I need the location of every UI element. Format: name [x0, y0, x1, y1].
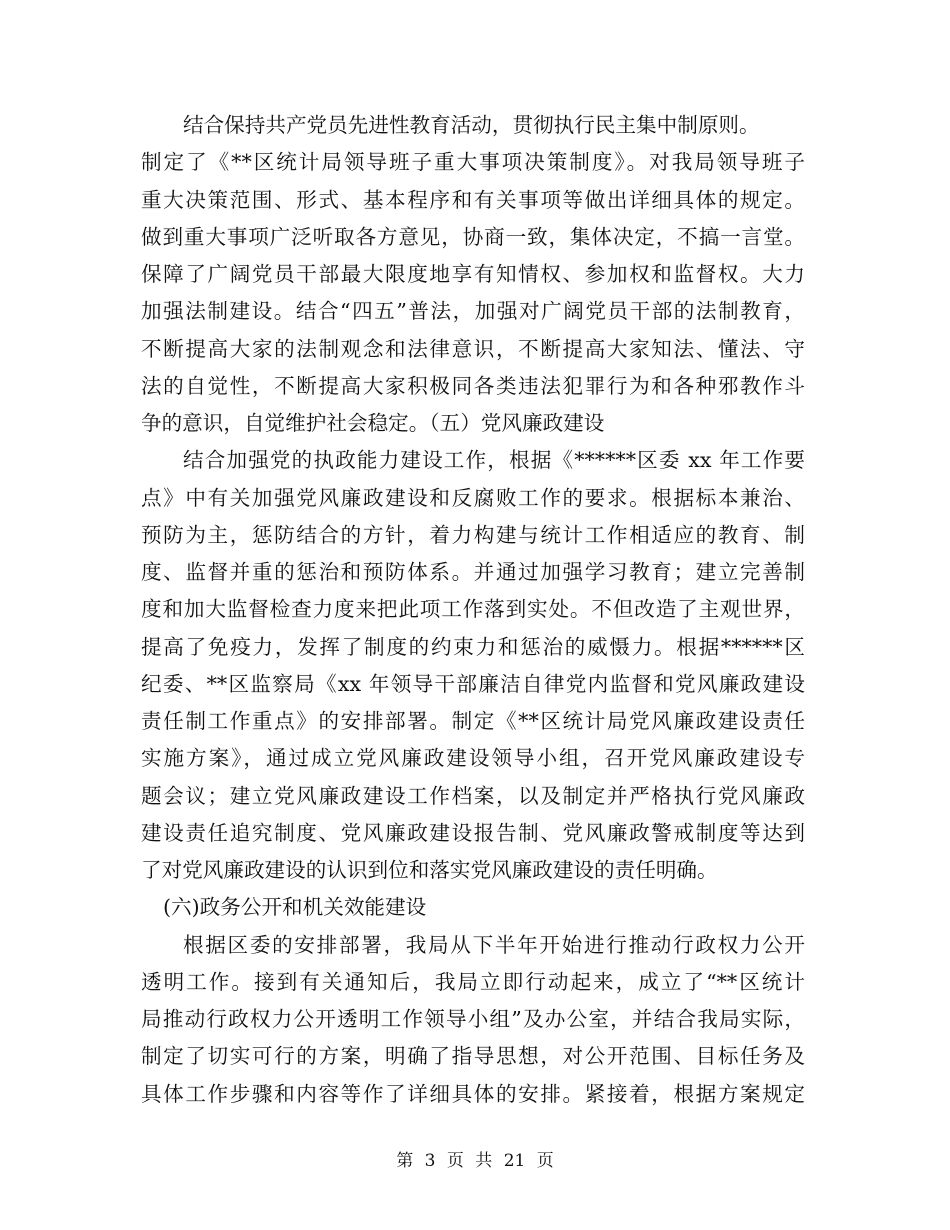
page-number-footer: 第 3 页 共 21 页	[396, 1151, 554, 1171]
text-line: 保障了广阔党员干部最大限度地享有知情权、参加权和监督权。大力	[141, 262, 805, 286]
text-line: 根据区委的安排部署，我局从下半年开始进行推动行政权力公开	[183, 932, 805, 957]
text-line: 做到重大事项广泛听取各方意见，协商一致，集体决定，不搞一言堂。	[141, 224, 805, 249]
text-line: 责任制工作重点》的安排部署。制定《**区统计局党风廉政建设责任	[141, 709, 805, 733]
text-line: 加强法制建设。结合“四五”普法，加强对广阔党员干部的法制教育，	[141, 299, 805, 324]
text-line: 了对党风廉政建设的认识到位和落实党风廉政建设的责任明确。	[141, 858, 718, 882]
text-line: 局推动行政权力公开透明工作领导小组”及办公室，并结合我局实际，	[141, 1007, 805, 1031]
text-line: 制定了《**区统计局领导班子重大事项决策制度》。对我局领导班子	[141, 150, 805, 175]
document-body	[141, 107, 805, 1113]
text-line: 结合保持共产党员先进性教育活动，贯彻执行民主集中制原则。	[183, 113, 760, 137]
text-line: 建设责任追究制度、党风廉政建设报告制、党风廉政警戒制度等达到	[141, 820, 805, 845]
text-line: 重大决策范围、形式、基本程序和有关事项等做出详细具体的规定。	[141, 187, 805, 212]
text-line: 提高了免疫力，发挥了制度的约束力和惩治的威慑力。根据******区	[141, 634, 805, 659]
text-line: 纪委、**区监察局《xx 年领导干部廉洁自律党内监督和党风廉政建设	[141, 671, 805, 696]
text-line: 争的意识，自觉维护社会稳定。（五）党风廉政建设	[141, 411, 605, 435]
text-line: 不断提高大家的法制观念和法律意识，不断提高大家知法、懂法、守	[141, 336, 805, 361]
text-line: 题会议；建立党风廉政建设工作档案，以及制定并严格执行党风廉政	[141, 783, 805, 808]
text-line: 预防为主，惩防结合的方针，着力构建与统计工作相适应的教育、制	[141, 522, 805, 547]
text-line: 具体工作步骤和内容等作了详细具体的安排。紧接着，根据方案规定	[141, 1081, 805, 1106]
text-line: 制定了切实可行的方案，明确了指导思想，对公开范围、目标任务及	[141, 1044, 805, 1069]
section-heading: (六)政务公开和机关效能建设	[163, 895, 427, 920]
text-line: 法的自觉性，不断提高大家积极同各类违法犯罪行为和各种邪教作斗	[141, 373, 805, 398]
text-line: 透明工作。接到有关通知后，我局立即行动起来，成立了“**区统计	[141, 969, 805, 994]
text-line: 度、监督并重的惩治和预防体系。并通过加强学习教育；建立完善制	[141, 560, 805, 584]
text-line: 实施方案》，通过成立党风廉政建设领导小组，召开党风廉政建设专	[141, 746, 805, 771]
text-line: 点》中有关加强党风廉政建设和反腐败工作的要求。根据标本兼治、	[141, 485, 805, 510]
text-line: 结合加强党的执政能力建设工作，根据《******区委 xx 年工作要	[183, 448, 805, 473]
text-line: 度和加大监督检查力度来把此项工作落到实处。不但改造了主观世界，	[141, 597, 805, 622]
